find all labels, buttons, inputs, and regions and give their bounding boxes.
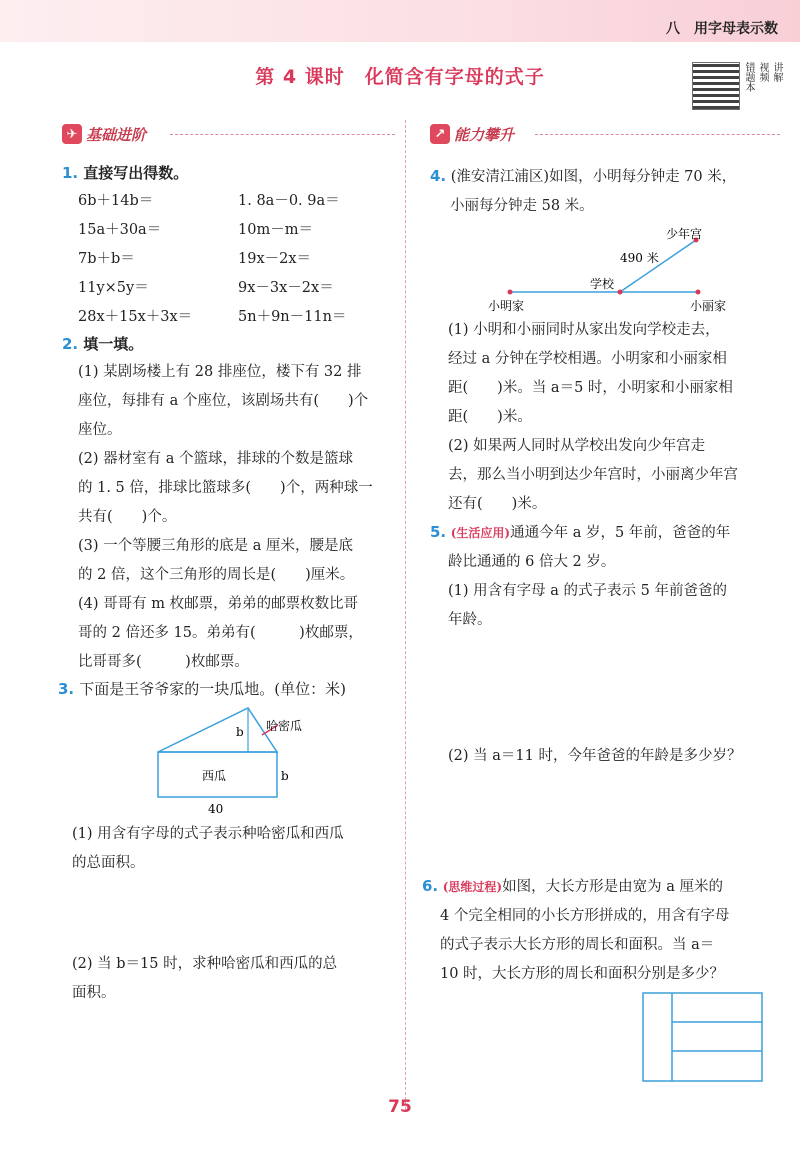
school-dot xyxy=(618,290,623,295)
q1-heading: 1. 直接写出得数。 xyxy=(62,164,189,182)
section-basic: ✈ 基础进阶 xyxy=(62,122,146,146)
route-figure xyxy=(470,222,770,317)
q1-item: 7b＋b＝ xyxy=(78,251,135,267)
section-ability: ↗ 能力攀升 xyxy=(430,122,514,146)
big-rect xyxy=(643,993,762,1081)
divider xyxy=(170,134,395,135)
divider xyxy=(535,134,780,135)
climb-icon: ↗ xyxy=(430,124,450,144)
q1-item: 1. 8a－0. 9a＝ xyxy=(238,193,340,209)
q2-heading: 2. 填一填。 xyxy=(62,335,144,353)
li-label: 小丽家 xyxy=(690,299,727,313)
q1-item: 15a＋30a＝ xyxy=(78,222,162,238)
b-label: b xyxy=(281,769,289,783)
page-number: 75 xyxy=(388,1097,412,1117)
qr-label-col: 视频 xyxy=(757,62,768,82)
q1-item: 28x＋15x＋3x＝ xyxy=(78,309,193,325)
q2-body: (1) 某剧场楼上有 28 排座位，楼下有 32 排 座位，每排有 a 个座位，该剧场共有( )个 座位。 (2) 器材室有 a 个篮球，排球的个数是篮球 的 1. 5 倍，排球比篮球多( )个，两种球一 共有( )个。 (3) 一个等腰三角形的底是 a 厘米，腰是底 的 2 倍，这个三角形的周长是( )厘米。 (4) 哥哥有 m 枚邮票，弟弟的邮票枚数比哥 哥的 2 倍还多 15。弟弟有( )枚邮票， 比哥哥多( )枚邮票。 xyxy=(78,364,373,670)
q6-body: 6. (思维过程)如图，大长方形是由宽为 a 厘米的 4 个完全相同的小长方形拼成的，用含有字母 的式子表示大长方形的周长和面积。当 a＝ 10 时，大长方形的周长和面积分别是多少？ xyxy=(422,877,730,982)
q5-body: 5. (生活应用)通通今年 a 岁，5 年前，爸爸的年 龄比通通的 6 倍大 2 岁。 (1) 用含有字母 a 的式子表示 5 年前爸爸的 年龄。 xyxy=(430,523,731,628)
ming-label: 小明家 xyxy=(488,299,525,313)
q1-item: 19x－2x＝ xyxy=(238,251,312,267)
dist-label: 490 米 xyxy=(620,251,659,265)
q1-item: 11y×5y＝ xyxy=(78,280,149,296)
q5-part2: (2) 当 a＝11 时，今年爸爸的年龄是多少岁？ xyxy=(448,748,742,764)
rectangle-figure xyxy=(640,990,765,1085)
qr-label xyxy=(742,62,782,92)
q4-body: (1) 小明和小丽同时从家出发向学校走去， 经过 a 分钟在学校相遇。小明家和小丽家相 距( )米。当 a＝5 时，小明家和小丽家相 距( )米。 (2) 如果两人同时从学校出发向少年宫走 去，那么当小明到达少年宫时，小丽离少年宫 还有( )米。 xyxy=(448,322,738,512)
qr-label-col: 讲解 xyxy=(771,62,782,82)
qr-label-col: 错题本 xyxy=(743,62,754,92)
q1-item: 10m－m＝ xyxy=(238,222,313,238)
li-home-dot xyxy=(696,290,701,295)
qr-code-icon[interactable] xyxy=(692,62,740,110)
lesson-title: 第 4 课时 化简含有字母的式子 xyxy=(255,66,545,88)
q3-heading: 3. 下面是王爷爷家的一块瓜地。(单位：米) xyxy=(58,680,346,698)
palace-label: 少年宫 xyxy=(666,227,703,241)
q4-intro: 4. (淮安清江浦区)如图，小明每分钟走 70 米， 小丽每分钟走 58 米。 xyxy=(430,167,737,214)
q3-part2: (2) 当 b＝15 时，求种哈密瓜和西瓜的总 面积。 xyxy=(72,956,338,1001)
hami-label: 哈密瓜 xyxy=(266,719,303,733)
runner-icon: ✈ xyxy=(62,124,82,144)
school-label: 学校 xyxy=(590,277,615,291)
base-label: 40 xyxy=(208,802,224,816)
column-divider xyxy=(405,120,406,1110)
xigua-label: 西瓜 xyxy=(202,769,227,783)
q1-item: 5n＋9n－11n＝ xyxy=(238,309,347,325)
palace-road xyxy=(620,240,696,292)
hami-triangle xyxy=(158,708,277,752)
melon-field-figure xyxy=(150,700,330,820)
q1-item: 9x－3x－2x＝ xyxy=(238,280,334,296)
b-label: b xyxy=(236,725,244,739)
q3-part1: (1) 用含有字母的式子表示种哈密瓜和西瓜 的总面积。 xyxy=(72,826,344,871)
ming-home-dot xyxy=(508,290,513,295)
q1-item: 6b＋14b＝ xyxy=(78,193,154,209)
chapter-title: 八 用字母表示数 xyxy=(666,21,778,37)
